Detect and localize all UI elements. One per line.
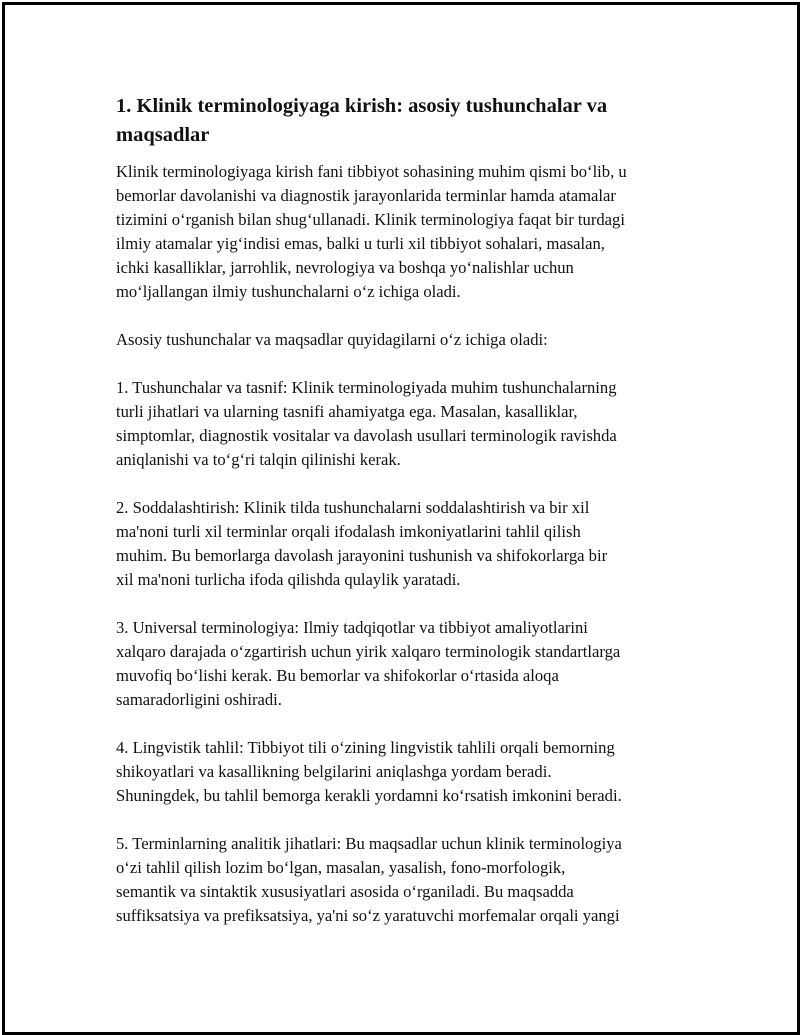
text-line: shikoyatlari va kasallikning belgilarini aniqlashga yordam beradi. — [116, 762, 552, 781]
list-item-paragraph — [116, 496, 696, 592]
text-line: xil ma'noni turlicha ifoda qilishda qulaylik yaratadi. — [116, 570, 461, 589]
text-line: ilmiy atamalar yig‘indisi emas, balki u turli xil tibbiyot sohalari, masalan, — [116, 234, 605, 253]
text-line: ma'noni turli xil terminlar orqali ifodalash imkoniyatlarini tahlil qilish — [116, 522, 581, 541]
list-item-paragraph — [116, 616, 696, 712]
heading-line: 1. Klinik terminologiyaga kirish: asosiy tushunchalar va — [116, 95, 608, 117]
text-line: 3. Universal terminologiya: Ilmiy tadqiqotlar va tibbiyot amaliyotlarini — [116, 618, 588, 637]
text-line: Asosiy tushunchalar va maqsadlar quyidagilarni o‘z ichiga oladi: — [116, 330, 548, 349]
document-body — [116, 92, 696, 952]
intro-paragraph — [116, 160, 696, 304]
text-line: mo‘ljallangan ilmiy tushunchalarni o‘z ichiga oladi. — [116, 282, 461, 301]
heading-line: maqsadlar — [116, 124, 210, 146]
list-item-paragraph — [116, 736, 696, 808]
text-line: xalqaro darajada o‘zgartirish uchun yirik xalqaro terminologik standartlarga — [116, 642, 621, 661]
text-line: suffiksatsiya va prefiksatsiya, ya'ni so‘z yaratuvchi morfemalar orqali yangi — [116, 906, 620, 925]
text-line: 2. Soddalashtirish: Klinik tilda tushunchalarni soddalashtirish va bir xil — [116, 498, 590, 517]
text-line: turli jihatlari va ularning tasnifi ahamiyatga ega. Masalan, kasalliklar, — [116, 402, 578, 421]
text-line: muhim. Bu bemorlarga davolash jarayonini tushunish va shifokorlarga bir — [116, 546, 608, 565]
list-item-paragraph — [116, 376, 696, 472]
text-line: o‘zi tahlil qilish lozim bo‘lgan, masalan, yasalish, fono-morfologik, — [116, 858, 566, 877]
section-heading — [116, 92, 696, 150]
text-line: bemorlar davolanishi va diagnostik jarayonlarida terminlar hamda atamalar — [116, 186, 616, 205]
text-line: ichki kasalliklar, jarrohlik, nevrologiya va boshqa yo‘nalishlar uchun — [116, 258, 574, 277]
text-line: tizimini o‘rganish bilan shug‘ullanadi. Klinik terminologiya faqat bir turdagi — [116, 210, 625, 229]
list-intro-paragraph — [116, 328, 696, 352]
text-line: 4. Lingvistik tahlil: Tibbiyot tili o‘zining lingvistik tahlili orqali bemorning — [116, 738, 615, 757]
text-line: semantik va sintaktik xususiyatlari asosida o‘rganiladi. Bu maqsadda — [116, 882, 574, 901]
list-item-paragraph — [116, 832, 696, 928]
text-line: aniqlanishi va to‘g‘ri talqin qilinishi kerak. — [116, 450, 401, 469]
text-line: 1. Tushunchalar va tasnif: Klinik terminologiyada muhim tushunchalarning — [116, 378, 617, 397]
text-line: simptomlar, diagnostik vositalar va davolash usullari terminologik ravishda — [116, 426, 617, 445]
text-line: samaradorligini oshiradi. — [116, 690, 282, 709]
text-line: Shuningdek, bu tahlil bemorga kerakli yordamni ko‘rsatish imkonini beradi. — [116, 786, 622, 805]
text-line: muvofiq bo‘lishi kerak. Bu bemorlar va shifokorlar o‘rtasida aloqa — [116, 666, 559, 685]
text-line: Klinik terminologiyaga kirish fani tibbiyot sohasining muhim qismi bo‘lib, u — [116, 162, 627, 181]
text-line: 5. Terminlarning analitik jihatlari: Bu maqsadlar uchun klinik terminologiya — [116, 834, 622, 853]
